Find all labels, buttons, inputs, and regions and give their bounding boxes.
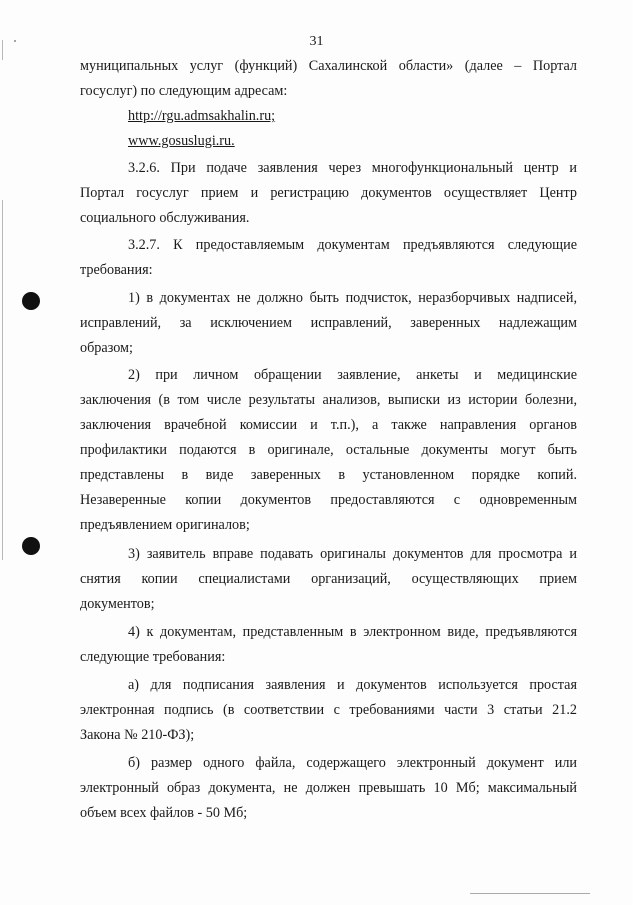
text-line: 4) к документам, представленным в электронном виде, предъявляются (128, 624, 577, 640)
text-line: Портал госуслуг прием и регистрацию документов осуществляет Центр (80, 185, 577, 201)
text-line: профилактики подаются в оригинале, остальные документы могут быть (80, 442, 577, 458)
scan-margin-mark (2, 200, 3, 560)
text-line: электронная подпись (в соответствии с требованиями части 3 статьи 21.2 (80, 702, 577, 718)
text-line: предъявлением оригиналов; (80, 517, 250, 533)
text-line: госуслуг) по следующим адресам: (80, 83, 288, 99)
text-line: электронный образ документа, не должен превышать 10 Мб; максимальный (80, 780, 577, 796)
text-line: муниципальных услуг (функций) Сахалинской области» (далее – Портал (80, 58, 577, 74)
link-gosuslugi[interactable]: www.gosuslugi.ru. (128, 133, 235, 149)
text-line: заключения (в том числе результаты анализов, выписки из истории болезни, (80, 392, 577, 408)
punch-hole (22, 537, 40, 555)
punch-hole (22, 292, 40, 310)
text-line: объем всех файлов - 50 Мб; (80, 805, 248, 821)
text-line: Закона № 210-ФЗ); (80, 727, 195, 743)
text-line: социального обслуживания. (80, 210, 250, 226)
page-number: 31 (309, 34, 324, 49)
scan-bottom-rule (470, 893, 590, 894)
text-line: требования: (80, 262, 153, 278)
text-line: 3.2.7. К предоставляемым документам предъявляются следующие (128, 237, 577, 253)
link-rgu-admsakhalin[interactable]: http://rgu.admsakhalin.ru; (128, 108, 276, 124)
text-line: 3) заявитель вправе подавать оригиналы документов для просмотра и (128, 546, 577, 562)
text-line: снятия копии специалистами организаций, осуществляющих прием (80, 571, 577, 587)
text-line: б) размер одного файла, содержащего электронный документ или (128, 755, 577, 771)
text-line: 3.2.6. При подаче заявления через многофункциональный центр и (128, 160, 577, 176)
text-line: документов; (80, 596, 155, 612)
text-line: образом; (80, 340, 133, 356)
text-line: а) для подписания заявления и документов используется простая (128, 677, 577, 693)
text-line: исправлений, за исключением исправлений, заверенных надлежащим (80, 315, 577, 331)
text-line: Незаверенные копии документов предоставляются с одновременным (80, 492, 577, 508)
text-line: представлены в виде заверенных в установленном порядке копий. (80, 467, 577, 483)
text-line: 1) в документах не должно быть подчисток, неразборчивых надписей, (128, 290, 577, 306)
text-line: заключения врачебной комиссии и т.п.), а также направления органов (80, 417, 577, 433)
text-line: 2) при личном обращении заявление, анкеты и медицинские (128, 367, 577, 383)
text-line: следующие требования: (80, 649, 226, 665)
